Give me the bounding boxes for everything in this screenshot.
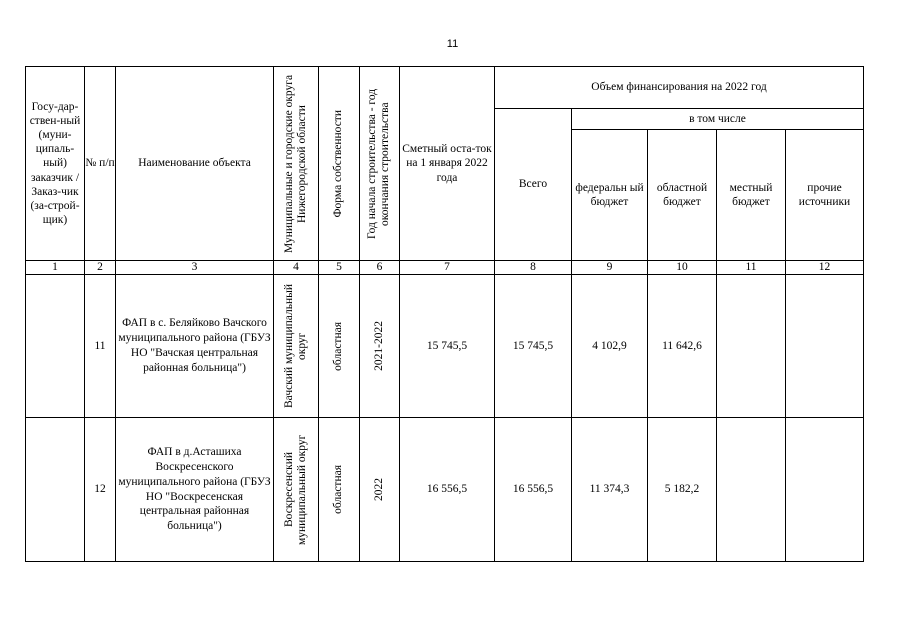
row-estimate-balance: 15 745,5 <box>400 275 495 418</box>
row-regional: 11 642,6 <box>648 275 717 418</box>
row-years: 2021-2022 <box>360 275 400 418</box>
row-number: 11 <box>85 275 116 418</box>
column-index: 7 <box>400 261 495 275</box>
row-total: 16 556,5 <box>495 418 572 562</box>
header-years: Год начала строительства - год окончания строительства <box>360 67 400 261</box>
row-district: Воскресенский муниципальный округ <box>274 418 319 562</box>
financing-table <box>25 66 864 562</box>
column-index: 4 <box>274 261 319 275</box>
column-index: 12 <box>786 261 864 275</box>
column-index: 3 <box>116 261 274 275</box>
page-number: 11 <box>446 38 459 50</box>
column-index: 2 <box>85 261 116 275</box>
row-customer <box>26 418 85 562</box>
row-customer <box>26 275 85 418</box>
header-row <box>26 67 864 109</box>
row-ownership: областная <box>319 275 360 418</box>
row-years: 2022 <box>360 418 400 562</box>
column-index: 1 <box>26 261 85 275</box>
header-other: прочие источники <box>786 130 864 261</box>
header-estimate-balance: Сметный оста-ток на 1 января 2022 года <box>400 67 495 261</box>
column-index-row <box>26 261 864 275</box>
column-index: 11 <box>717 261 786 275</box>
header-local: местный бюджет <box>717 130 786 261</box>
row-number: 12 <box>85 418 116 562</box>
column-index: 9 <box>572 261 648 275</box>
row-estimate-balance: 16 556,5 <box>400 418 495 562</box>
row-local <box>717 418 786 562</box>
row-federal: 11 374,3 <box>572 418 648 562</box>
column-index: 6 <box>360 261 400 275</box>
header-customer: Госу-дар-ствен-ный (муни-ципаль-ный) заказчик / Заказ-чик (за-строй-щик) <box>26 67 85 261</box>
row-object-name: ФАП в д.Асташиха Воскресенского муниципального района (ГБУЗ НО "Воскресенская центральная районная больница") <box>116 418 274 562</box>
row-other <box>786 275 864 418</box>
table-row <box>26 275 864 418</box>
header-regional: областной бюджет <box>648 130 717 261</box>
table-row <box>26 418 864 562</box>
header-number: № п/п <box>85 67 116 261</box>
row-federal: 4 102,9 <box>572 275 648 418</box>
row-object-name: ФАП в с. Беляйково Вачского муниципального района (ГБУЗ НО "Вачская центральная районная больница") <box>116 275 274 418</box>
column-index: 8 <box>495 261 572 275</box>
column-index: 10 <box>648 261 717 275</box>
header-federal: федеральн ый бюджет <box>572 130 648 261</box>
header-total: Всего <box>495 109 572 261</box>
header-ownership: Форма собственности <box>319 67 360 261</box>
row-total: 15 745,5 <box>495 275 572 418</box>
row-other <box>786 418 864 562</box>
header-district: Муниципальные и городские округа Нижегородской области <box>274 67 319 261</box>
header-object-name: Наименование объекта <box>116 67 274 261</box>
header-financing: Объем финансирования на 2022 год <box>495 67 864 109</box>
row-ownership: областная <box>319 418 360 562</box>
row-district: Вачский муниципальный округ <box>274 275 319 418</box>
header-including: в том числе <box>572 109 864 130</box>
column-index: 5 <box>319 261 360 275</box>
row-local <box>717 275 786 418</box>
row-regional: 5 182,2 <box>648 418 717 562</box>
